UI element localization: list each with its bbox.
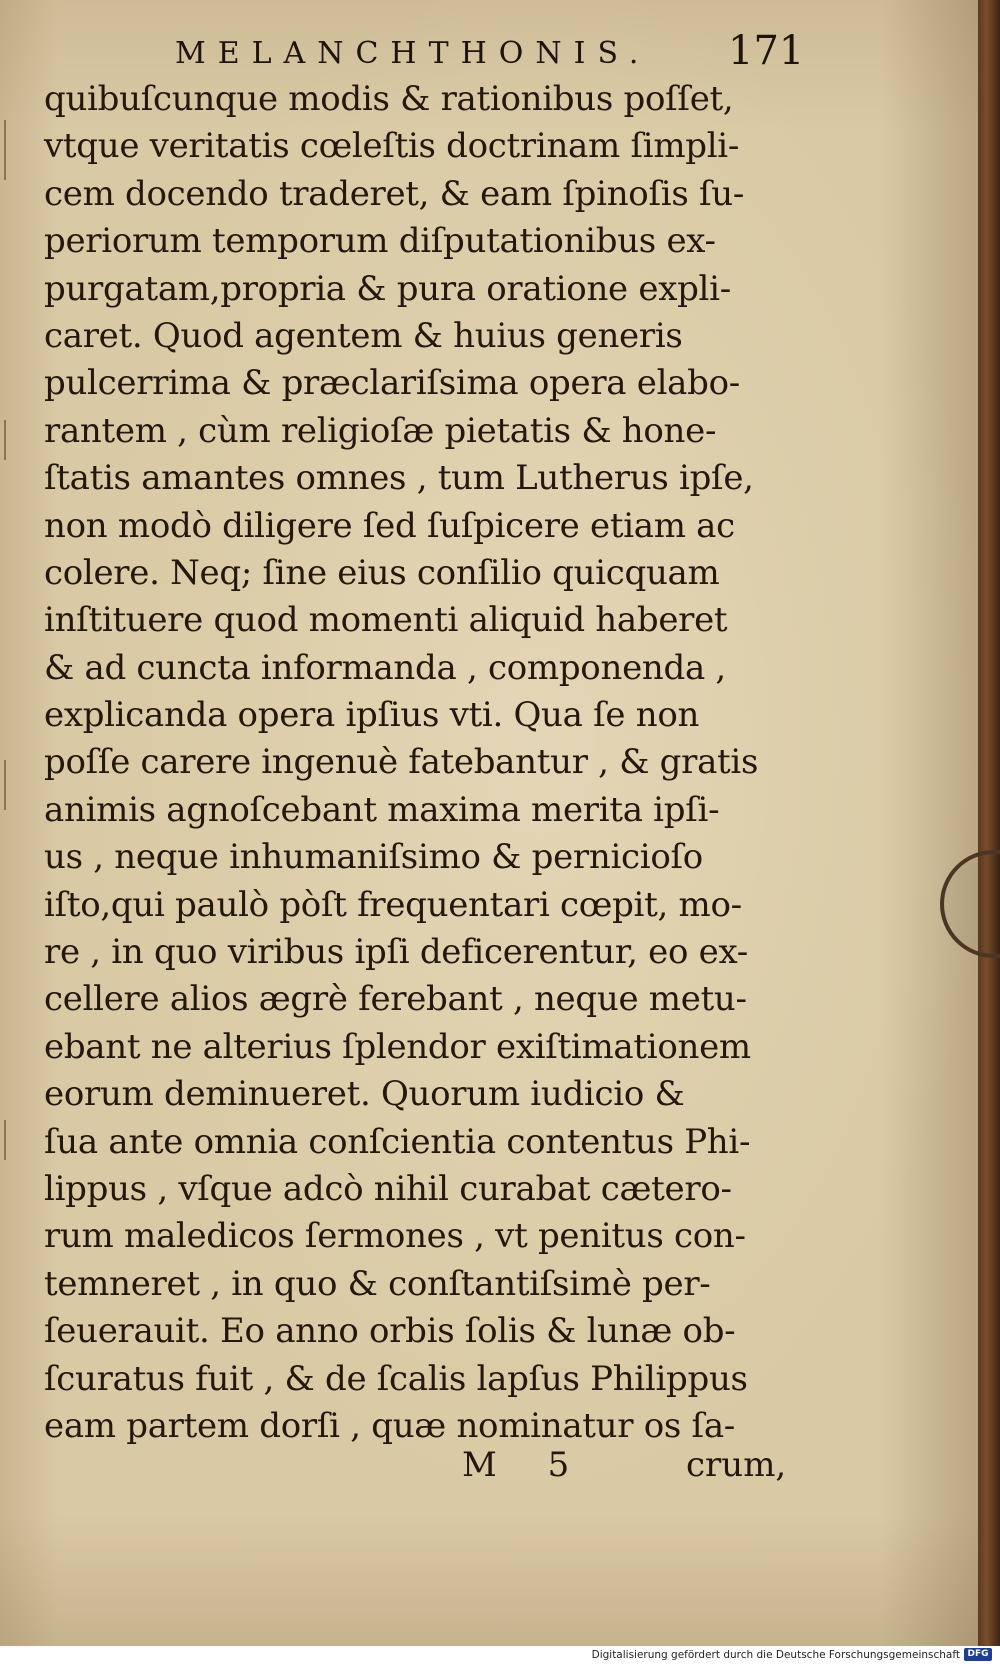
text-line: ſcuratus fuit , & de ſcalis lapſus Philippus bbox=[44, 1358, 748, 1399]
text-line: poſſe carere ingenuè fatebantur , & gratis bbox=[44, 742, 759, 783]
text-line: re , in quo viribus ipſi deficerentur, eo ex- bbox=[44, 932, 748, 973]
text-line: eam partem dorſi , quæ nominatur os ſa- bbox=[44, 1405, 735, 1446]
text-line: caret. Quod agentem & huius generis bbox=[44, 315, 683, 356]
text-line: temneret , in quo & conſtantiſsimè per- bbox=[44, 1263, 711, 1304]
text-line: animis agnoſcebant maxima merita ipſi- bbox=[44, 789, 720, 830]
text-line: & ad cuncta informanda , componenda , bbox=[44, 647, 726, 688]
margin-mark bbox=[4, 120, 6, 180]
text-line: rantem , cùm religioſæ pietatis & hone- bbox=[44, 410, 717, 451]
running-head: MELANCHTHONIS. bbox=[175, 36, 651, 71]
text-line: iſto,qui paulò pòſt frequentari cœpit, mo- bbox=[44, 884, 742, 925]
margin-mark bbox=[4, 420, 6, 460]
text-line: ebant ne alterius ſplendor exiſtimationem bbox=[44, 1026, 751, 1067]
book-binding-edge bbox=[978, 0, 1000, 1646]
text-line: explicanda opera ipſius vti. Qua ſe non bbox=[44, 695, 700, 736]
text-line: colere. Neq; ſine eius conſilio quicquam bbox=[44, 552, 720, 593]
funding-credit: Digitalisierung gefördert durch die Deutsche Forschungsgemeinschaft bbox=[591, 1649, 960, 1661]
text-line: eorum deminueret. Quorum iudicio & bbox=[44, 1074, 685, 1115]
signature-mark: M 5 bbox=[462, 1445, 590, 1485]
text-line: inſtituere quod momenti aliquid haberet bbox=[44, 600, 728, 641]
text-line: ſeuerauit. Eo anno orbis ſolis & lunæ ob- bbox=[44, 1311, 736, 1352]
text-line: ſua ante omnia conſcientia contentus Phi- bbox=[44, 1121, 751, 1162]
text-line: vtque veritatis cœleſtis doctrinam ſimpli- bbox=[44, 126, 740, 167]
text-line: rum maledicos ſermones , vt penitus con- bbox=[44, 1216, 746, 1257]
text-line: lippus , vſque adcò nihil curabat cætero- bbox=[44, 1168, 732, 1209]
text-line: periorum temporum diſputationibus ex- bbox=[44, 221, 716, 262]
margin-mark bbox=[4, 1120, 6, 1160]
text-line: cem docendo traderet, & eam ſpinoſis ſu- bbox=[44, 173, 745, 214]
text-line: us , neque inhumaniſsimo & pernicioſo bbox=[44, 837, 703, 878]
text-line: quibuſcunque modis & rationibus poſſet, bbox=[44, 79, 734, 119]
text-line: purgatam,propria & pura oratione expli- bbox=[44, 268, 731, 309]
dfg-logo: DFG bbox=[964, 1648, 992, 1661]
body-text bbox=[44, 76, 824, 1450]
page-number: 171 bbox=[728, 28, 805, 74]
text-line: cellere alios ægrè ferebant , neque metu- bbox=[44, 979, 747, 1020]
text-line: non modò diligere ſed ſuſpicere etiam ac bbox=[44, 505, 735, 546]
text-line: pulcerrima & præclariſsima opera elabo- bbox=[44, 363, 740, 404]
catchword: crum, bbox=[686, 1445, 787, 1485]
margin-mark bbox=[4, 760, 6, 810]
text-line: ſtatis amantes omnes , tum Lutherus ipſe, bbox=[44, 458, 754, 499]
